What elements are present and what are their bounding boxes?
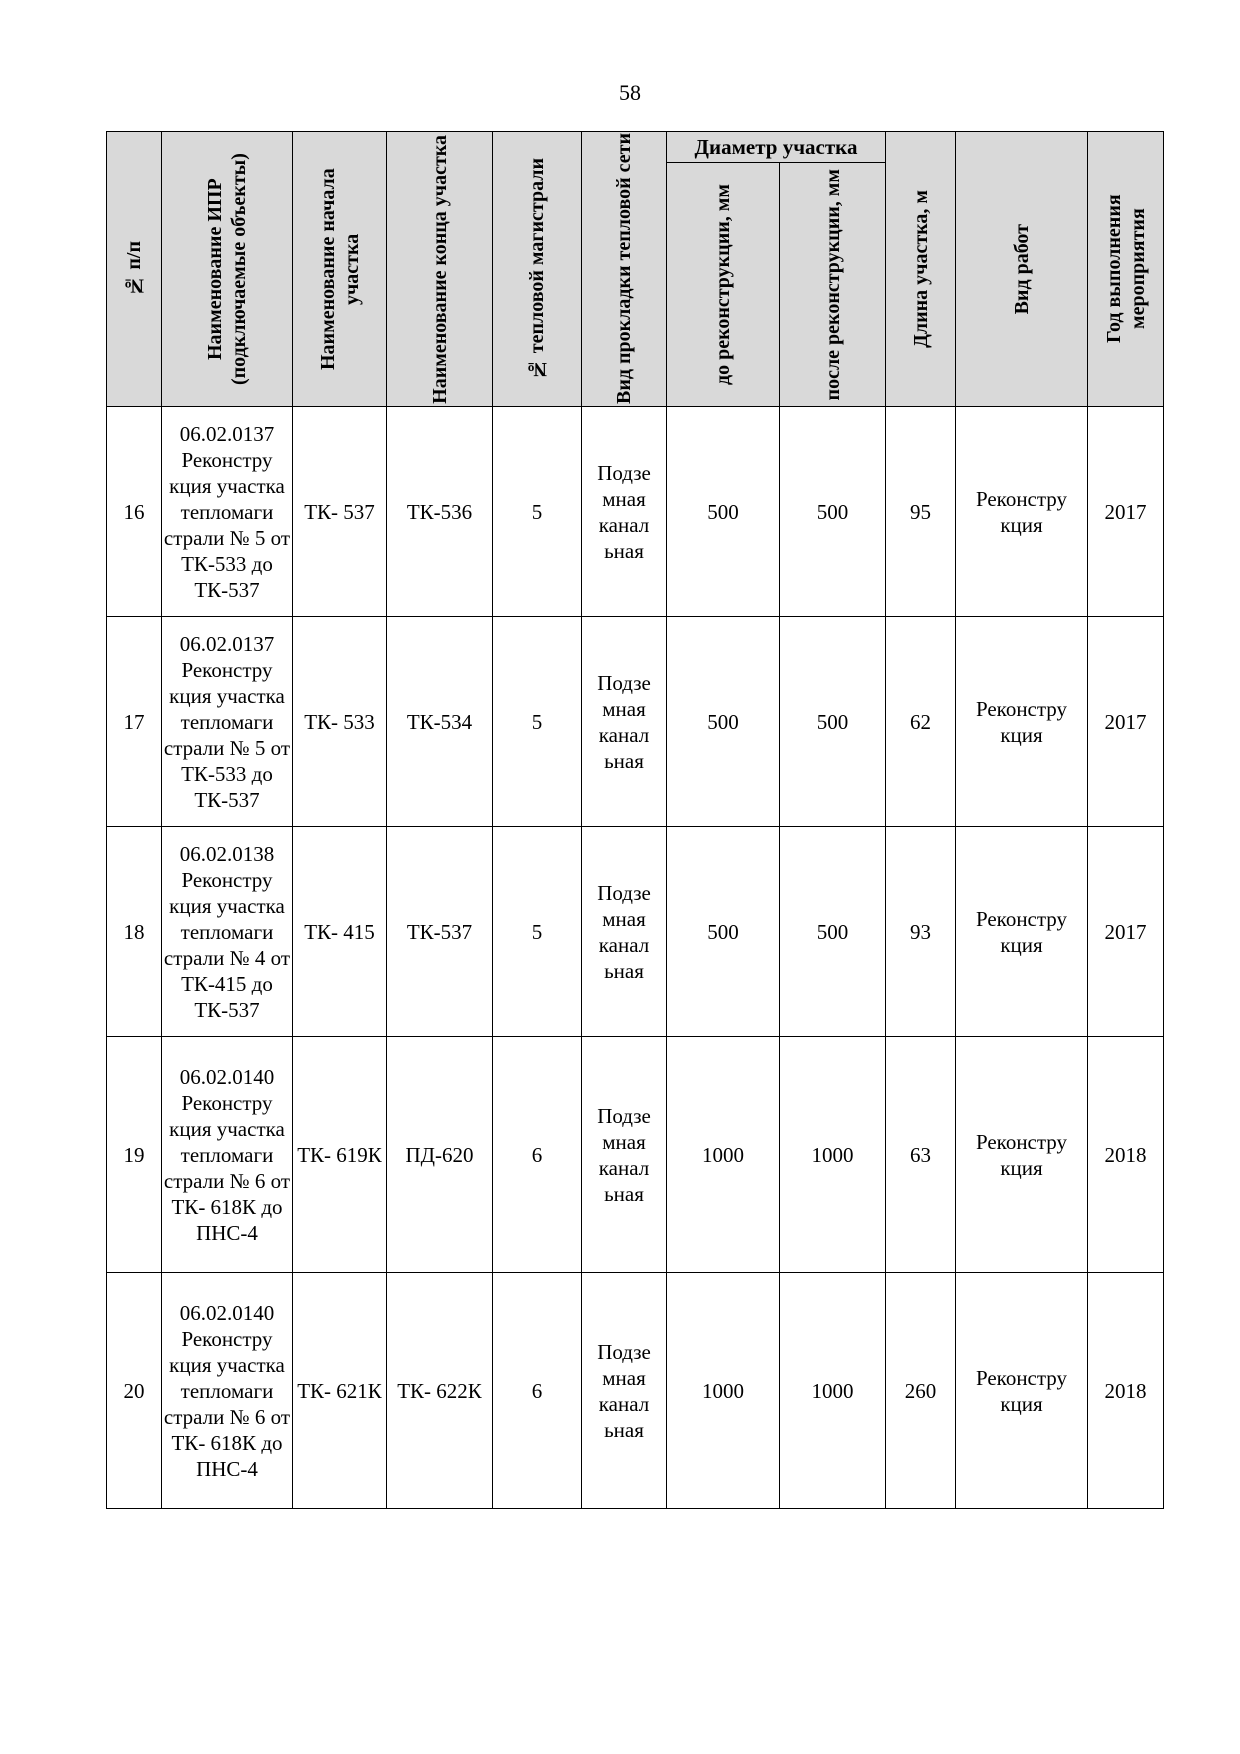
cell-start: ТК- 619К: [293, 1037, 387, 1273]
reconstruction-table: [106, 131, 1164, 1509]
cell-length: 93: [886, 827, 956, 1037]
header-laying: Вид прокладки тепловой сети: [582, 132, 667, 407]
header-work: Вид работ: [956, 132, 1088, 407]
cell-diam-after: 1000: [780, 1037, 886, 1273]
cell-length: 62: [886, 617, 956, 827]
cell-work: Реконстру кция: [956, 617, 1088, 827]
cell-main-no: 5: [493, 407, 582, 617]
cell-num: 17: [107, 617, 162, 827]
cell-main-no: 5: [493, 617, 582, 827]
cell-work: Реконстру кция: [956, 1037, 1088, 1273]
cell-length: 260: [886, 1273, 956, 1509]
header-main-no: № тепловой магистрали: [493, 132, 582, 407]
cell-length: 95: [886, 407, 956, 617]
cell-year: 2017: [1088, 827, 1164, 1037]
cell-name: 06.02.0138 Реконстру кция участка тепломаги страли № 4 от ТК-415 до ТК-537: [162, 827, 293, 1037]
cell-diam-after: 1000: [780, 1273, 886, 1509]
cell-num: 16: [107, 407, 162, 617]
cell-length: 63: [886, 1037, 956, 1273]
cell-diam-after: 500: [780, 407, 886, 617]
cell-end: ТК-534: [387, 617, 493, 827]
cell-end: ТК-536: [387, 407, 493, 617]
cell-main-no: 5: [493, 827, 582, 1037]
header-diam-after: после реконструкции, мм: [780, 163, 886, 407]
cell-start: ТК- 533: [293, 617, 387, 827]
cell-end: ТК-537: [387, 827, 493, 1037]
cell-num: 19: [107, 1037, 162, 1273]
cell-year: 2018: [1088, 1037, 1164, 1273]
cell-end: ПД-620: [387, 1037, 493, 1273]
cell-diam-before: 1000: [667, 1037, 780, 1273]
cell-name: 06.02.0140 Реконстру кция участка тепломаги страли № 6 от ТК- 618К до ПНС-4: [162, 1037, 293, 1273]
cell-start: ТК- 537: [293, 407, 387, 617]
cell-num: 20: [107, 1273, 162, 1509]
cell-num: 18: [107, 827, 162, 1037]
cell-work: Реконстру кция: [956, 407, 1088, 617]
cell-year: 2018: [1088, 1273, 1164, 1509]
cell-diam-before: 500: [667, 827, 780, 1037]
cell-year: 2017: [1088, 407, 1164, 617]
cell-work: Реконстру кция: [956, 827, 1088, 1037]
cell-diam-before: 500: [667, 617, 780, 827]
cell-start: ТК- 415: [293, 827, 387, 1037]
table-row: [107, 1273, 1164, 1509]
header-diam-before: до реконструкции, мм: [667, 163, 780, 407]
cell-diam-before: 500: [667, 407, 780, 617]
header-name: Наименование ИПР (подключаемые объекты): [162, 132, 293, 407]
cell-diam-after: 500: [780, 827, 886, 1037]
cell-start: ТК- 621К: [293, 1273, 387, 1509]
cell-main-no: 6: [493, 1273, 582, 1509]
cell-laying: Подзе мная канал ьная: [582, 1037, 667, 1273]
header-diameter-group: Диаметр участка: [667, 132, 886, 163]
header-year: Год выполнения мероприятия: [1088, 132, 1164, 407]
cell-name: 06.02.0140 Реконстру кция участка тепломаги страли № 6 от ТК- 618К до ПНС-4: [162, 1273, 293, 1509]
cell-year: 2017: [1088, 617, 1164, 827]
page-number: 58: [619, 80, 641, 105]
cell-diam-before: 1000: [667, 1273, 780, 1509]
cell-laying: Подзе мная канал ьная: [582, 1273, 667, 1509]
table-row: [107, 1037, 1164, 1273]
cell-laying: Подзе мная канал ьная: [582, 407, 667, 617]
cell-name: 06.02.0137 Реконстру кция участка тепломаги страли № 5 от ТК-533 до ТК-537: [162, 407, 293, 617]
cell-diam-after: 500: [780, 617, 886, 827]
header-length: Длина участка, м: [886, 132, 956, 407]
cell-laying: Подзе мная канал ьная: [582, 617, 667, 827]
cell-main-no: 6: [493, 1037, 582, 1273]
cell-laying: Подзе мная канал ьная: [582, 827, 667, 1037]
header-start: Наименование начала участка: [293, 132, 387, 407]
cell-name: 06.02.0137 Реконстру кция участка тепломаги страли № 5 от ТК-533 до ТК-537: [162, 617, 293, 827]
table-row: [107, 827, 1164, 1037]
cell-work: Реконстру кция: [956, 1273, 1088, 1509]
header-end: Наименование конца участка: [387, 132, 493, 407]
header-num: № п/п: [107, 132, 162, 407]
cell-end: ТК- 622К: [387, 1273, 493, 1509]
table-row: [107, 617, 1164, 827]
table-row: [107, 407, 1164, 617]
